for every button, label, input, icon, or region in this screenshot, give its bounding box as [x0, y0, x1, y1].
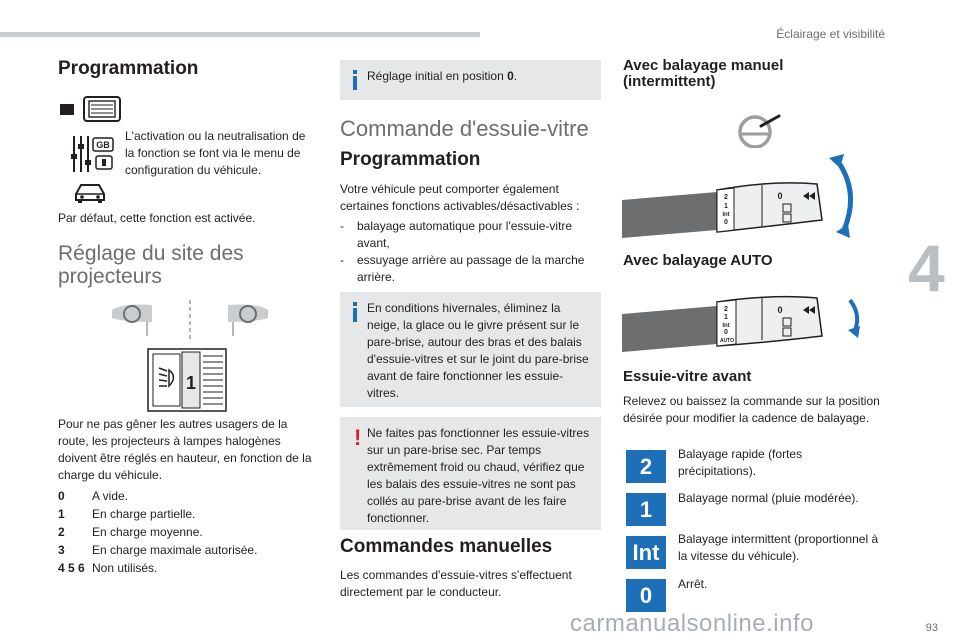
gb-label: GB	[96, 140, 110, 150]
stalk-label-2: 2	[724, 194, 728, 201]
info-icon	[349, 302, 361, 324]
info-icon	[349, 70, 361, 92]
reglage-heading: Réglage du site des projecteurs	[58, 242, 244, 288]
chapter-title: Éclairage et visibilité	[776, 27, 885, 41]
car-icon	[72, 180, 108, 204]
legend-row: 3 En charge maximale autorisée.	[58, 543, 258, 557]
reglage-text: Pour ne pas gêner les autres usagers de la route, les projecteurs à lampes halogènes doivent être réglés en hauteur, en fonction de la charge du véhicule.	[58, 417, 312, 482]
top-rule	[0, 32, 480, 37]
position-text: Balayage intermittent (proportionnel à la vitesse du véhicule).	[678, 532, 879, 563]
manuel-heading: Avec balayage manuel (intermittent)	[623, 57, 784, 90]
settings-sliders-icon	[70, 132, 114, 176]
stalk-label-2: 2	[724, 306, 728, 313]
position-badge: Int	[626, 536, 666, 569]
stalk-label-int: Int	[722, 323, 730, 329]
wiper-positions	[626, 447, 886, 615]
watermark: carmanualsonline.info	[570, 610, 814, 637]
rear-wiper-zero: 0	[777, 191, 783, 201]
info-box-winter: En conditions hivernales, éliminez la neige, la glace ou le givre présent sur le pare-brise, autour des bras et des balais d'essuie-vitres et sur le joint du pare-brise avant de faire fonctionner les essuie-vitres.	[340, 292, 601, 407]
avant-text: Relevez ou baissez la commande sur la position désirée pour modifier la cadence de balayage.	[623, 394, 880, 425]
stalk-label-0: 0	[724, 219, 728, 226]
auto-heading: Avec balayage AUTO	[623, 252, 773, 269]
stalk-label-0: 0	[724, 329, 728, 336]
knob-digit: 1	[185, 373, 197, 393]
rear-wiper-zero: 0	[777, 305, 783, 315]
position-badge: 0	[626, 579, 666, 612]
commande-heading: Commande d'essuie-vitre	[340, 116, 589, 141]
page-number: 93	[925, 622, 938, 634]
warning-box: ! Ne faites pas fonctionner les essuie-vitres sur un pare-brise sec. Par temps extrêmement froid ou chaud, vérifiez que les balais des essuie-vitres ne sont pas collés au pare-brise avant de les faire fonctionner.	[340, 417, 601, 530]
warning-icon: !	[354, 425, 362, 450]
steering-wheel-icon	[735, 112, 781, 148]
list-item: - essuyage arrière au passage de la marche arrière.	[340, 252, 602, 286]
chapter-number: 4	[908, 231, 945, 305]
headlamp-beams-illustration	[112, 300, 268, 340]
list-item: - balayage automatique pour l'essuie-vitre avant,	[340, 218, 602, 252]
position-text: Arrêt.	[678, 577, 708, 591]
legend-row: 0 A vide.	[58, 489, 129, 503]
position-badge: 2	[626, 450, 666, 483]
features-list	[340, 218, 602, 286]
position-text: Balayage rapide (fortes précipitations).	[678, 447, 803, 478]
chapter-tab	[902, 190, 960, 340]
manuelles-heading: Commandes manuelles	[340, 536, 553, 557]
stalk-label-1: 1	[724, 314, 728, 321]
wiper-stalk-manual-illustration	[622, 152, 862, 246]
avant-heading: Essuie-vitre avant	[623, 368, 752, 385]
stalk-label-1: 1	[724, 203, 728, 210]
position-text: Balayage normal (pluie modérée).	[678, 491, 859, 505]
programmation-heading: Programmation	[58, 58, 199, 79]
legend-row: 2 En charge moyenne.	[58, 525, 203, 539]
stalk-label-int: Int	[722, 212, 730, 218]
programmation-heading-2: Programmation	[340, 149, 481, 170]
screen-icon	[60, 95, 122, 123]
legend-row: 4 5 6 Non utilisés.	[58, 561, 158, 575]
load-legend	[58, 487, 320, 577]
legend-row: 1 En charge partielle.	[58, 507, 196, 521]
stalk-label-auto: AUTO	[719, 338, 735, 344]
headlamp-height-knob	[147, 348, 227, 412]
programmation-text: L'activation ou la neutralisation de la fonction se font via le menu de configuration du véhicule.	[125, 129, 306, 177]
manuelles-text: Les commandes d'essuie-vitres s'effectuent directement par le conducteur.	[340, 568, 572, 599]
info-box-initial: Réglage initial en position 0.	[340, 60, 601, 100]
wiper-stalk-auto-illustration	[622, 292, 862, 356]
position-badge: 1	[626, 493, 666, 526]
default-activated-text: Par défaut, cette fonction est activée.	[58, 211, 256, 225]
programmation-intro: Votre véhicule peut comporter également certaines fonctions activables/désactivables :	[340, 182, 580, 213]
